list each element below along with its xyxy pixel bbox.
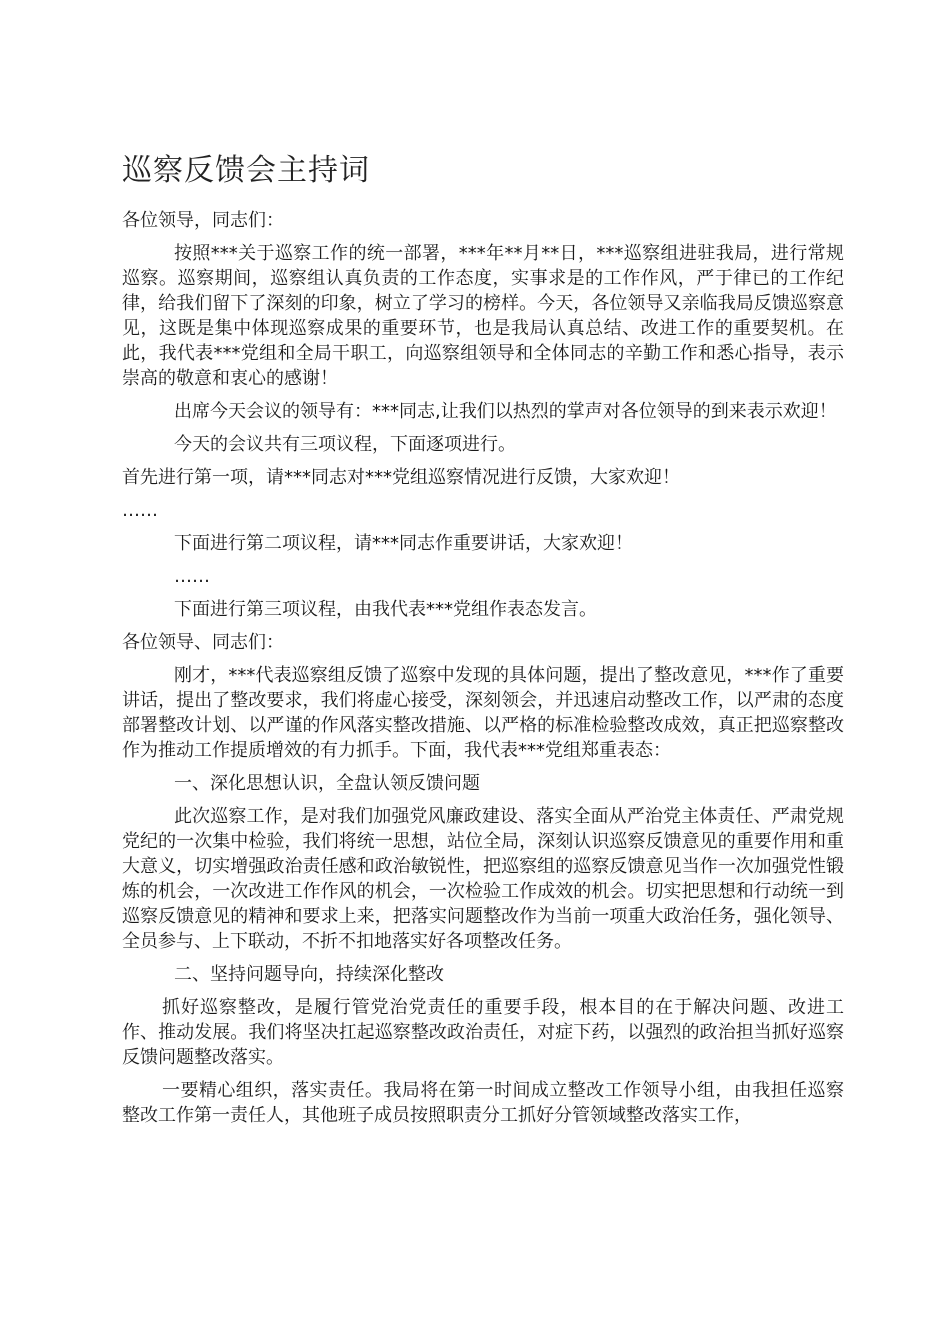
paragraph-item-three: 下面进行第三项议程，由我代表***党组作表态发言。 [174, 599, 597, 620]
section-heading-2: 二、坚持问题导向，持续深化整改 [174, 964, 444, 985]
paragraph-agenda: 今天的会议共有三项议程，下面逐项进行。 [174, 434, 516, 455]
section-heading-1: 一、深化思想认识，全盘认领反馈问题 [174, 773, 480, 794]
paragraph-attending-leaders: 出席今天会议的领导有：***同志,让我们以热烈的掌声对各位领导的到来表示欢迎！ [174, 401, 837, 422]
paragraph-section-2: 抓好巡察整改，是履行管党治党责任的重要手段，根本目的在于解决问题、改进工作、推动发展。我们将坚决扛起巡察整改政治责任，对症下药，以强烈的政治担当抓好巡察反馈问题整改落实。 [122, 997, 844, 1068]
paragraph-opening: 按照***关于巡察工作的统一部署，***年**月**日，***巡察组进驻我局，进行常规巡察。巡察期间，巡察组认真负责的工作态度，实事求是的工作作风，严于律已的工作纪律，给我们留下了深刻的印象，树立了学习的榜样。今天，各位领导又亲临我局反馈巡察意见，这既是集中体现巡察成果的重要环节，也是我局认真总结、改进工作的重要契机。在此，我代表***党组和全局干职工，向巡察组领导和全体同志的辛勤工作和悉心指导，表示崇高的敬意和衷心的感谢！ [122, 243, 844, 389]
ellipsis-1: …… [122, 500, 158, 521]
ellipsis-2: …… [174, 566, 210, 587]
paragraph-item-one: 首先进行第一项，请***同志对***党组巡察情况进行反馈，大家欢迎！ [122, 467, 680, 488]
document-title: 巡察反馈会主持词 [122, 153, 370, 188]
paragraph-organize: 一要精心组织，落实责任。我局将在第一时间成立整改工作领导小组，由我担任巡察整改工作第一责任人，其他班子成员按照职责分工抓好分管领域整改落实工作， [122, 1080, 844, 1126]
salutation-2: 各位领导、同志们： [122, 632, 284, 653]
paragraph-section-1: 此次巡察工作，是对我们加强党风廉政建设、落实全面从严治党主体责任、严肃党规党纪的一次集中检验，我们将统一思想，站位全局，深刻认识巡察反馈意见的重要作用和重大意义，切实增强政治责任感和政治敏锐性，把巡察组的巡察反馈意见当作一次加强党性锻炼的机会，一次改进工作作风的机会，一次检验工作成效的机会。切实把思想和行动统一到巡察反馈意见的精神和要求上来，把落实问题整改作为当前一项重大政治任务，强化领导、全员参与、上下联动，不折不扣地落实好各项整改任务。 [122, 806, 844, 952]
document-body [122, 208, 844, 1128]
salutation: 各位领导，同志们： [122, 210, 284, 231]
paragraph-item-two: 下面进行第二项议程，请***同志作重要讲话，大家欢迎！ [174, 533, 633, 554]
paragraph-statement-intro: 刚才，***代表巡察组反馈了巡察中发现的具体问题，提出了整改意见，***作了重要讲话，提出了整改要求，我们将虚心接受，深刻领会，并迅速启动整改工作，以严肃的态度部署整改计划、以严谨的作风落实整改措施、以严格的标准检验整改成效，真正把巡察整改作为推动工作提质增效的有力抓手。下面，我代表***党组郑重表态： [122, 665, 844, 761]
